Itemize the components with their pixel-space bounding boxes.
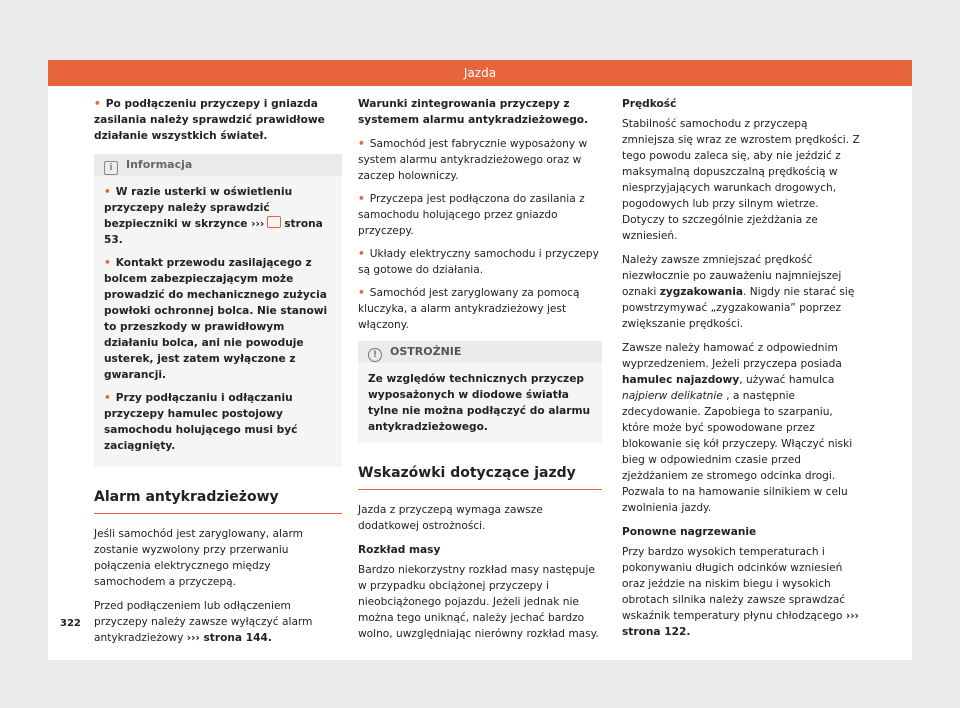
paragraph: Jazda z przyczepą wymaga zawsze dodatkowej ostrożności. [358,504,543,532]
info-box-header [94,154,342,176]
subheading: Prędkość [622,98,677,110]
paragraph-text: , używać hamulca [739,374,835,386]
paragraph-text: Przed podłączeniem lub odłączeniem przyczepy należy zawsze wyłączyć alarm antykradzieżowy [94,600,313,644]
list-item: • Samochód jest fabrycznie wyposażony w system alarmu antykradzieżowego oraz w zaczep holowniczy. [358,136,602,184]
page-link[interactable]: ››› strona 122. [622,610,859,638]
emphasis: hamulec najazdowy [622,374,740,386]
emphasis: zygzakowania [659,286,743,298]
caution-title: OSTROŻNIE [390,345,462,358]
caution-header [358,341,602,363]
info-box-title: Informacja [126,158,193,171]
column-2 [358,96,602,650]
paragraph [622,544,862,640]
subheading: Ponowne nagrzewanie [622,526,757,538]
info-item: • Przy podłączaniu i odłączaniu przyczepy hamulec postojowy samochodu holującego musi być zaciągnięty. [104,390,332,454]
paragraph: Bardzo niekorzystny rozkład masy następuje w przypadku obciążonej przyczepy i nieobciążonego pojazdu. Jeżeli jednak nie można tego uniknąć, należy jechać bardzo wolno, uwzględniając nierówny rozkład masy. [358,564,599,640]
caution-icon: ! [368,348,382,362]
paragraph [94,598,342,646]
subheading: Warunki zintegrowania przyczepy z systemem alarmu antykradzieżowego. [358,98,589,126]
paragraph [622,340,862,516]
info-box-body [94,176,342,467]
page-link[interactable]: strona 53. [104,218,323,246]
info-item [104,184,332,248]
info-item: • Kontakt przewodu zasilającego z bolcem zabezpieczającym może prowadzić do mechanicznego zużycia powłoki ochronnej bolca. Nie stanowi to przeszkody w prawidłowym działaniu bolca, ani nie powoduje usterek, jest zatem wyłączone z gwarancji. [104,255,332,383]
column-1 [94,96,342,654]
info-icon: i [104,161,118,175]
info-item-text: W razie usterki w oświetleniu przyczepy należy sprawdzić bezpieczniki w skrzynce ››› [104,186,293,230]
list-item: • Przyczepa jest podłączona do zasilania z samochodu holującego przez gniazdo przyczepy. [358,191,602,239]
paragraph [622,252,862,332]
paragraph-text: Przy bardzo wysokich temperaturach i pokonywaniu długich odcinków wzniesień oraz jeździe na niskim biegu i wysokich obrotach silnika należy zawsze sprawdzać wskaźnik temperatury płynu chłodzącego [622,546,846,622]
paragraph-text: . Nigdy nie starać się powstrzymywać „zygzakowania” poprzez zwiększanie prędkości. [622,286,855,330]
list-item: • Układy elektryczny samochodu i przyczepy są gotowe do działania. [358,246,602,278]
header-bar [48,60,912,86]
subheading: Rozkład masy [358,544,441,556]
intro-bullet: • Po podłączeniu przyczepy i gniazda zasilania należy sprawdzić prawidłowe działanie wszystkich świateł. [94,96,342,144]
paragraph: Jeśli samochód jest zaryglowany, alarm zostanie wyzwolony przy przerwaniu połączenia elektrycznego między samochodem a przyczepą. [94,528,303,588]
list-item: • Samochód jest zaryglowany za pomocą kluczyka, a alarm antykradzieżowy jest włączony. [358,285,602,333]
info-box [94,154,342,467]
column-3 [622,96,862,648]
emphasis-italic: najpierw delikatnie [622,390,723,402]
page-number: 322 [60,618,81,629]
book-icon [267,216,281,228]
paragraph-text: Należy zawsze zmniejszać prędkość niezwłocznie po zauważeniu najmniejszej oznaki [622,254,842,298]
header-title: Jazda [463,66,497,80]
paragraph-text: Zawsze należy hamować z odpowiednim wyprzedzeniem. Jeżeli przyczepa posiada [622,342,842,370]
caution-text: Ze względów technicznych przyczep wyposażonych w diodowe światła tylne nie można podłączyć do alarmu antykradzieżowego. [358,363,602,443]
paragraph-text: , a następnie zdecydowanie. Zapobiega to szarpaniu, które może być spowodowane przez blokowanie się kół przyczepy. Włączyć niski bieg w odpowiednim czasie przed zjeżdżaniem ze stromego odcinka drogi. Pozwala to na hamowanie silnikiem w celu zwolnienia jazdy. [622,390,853,514]
paragraph: Stabilność samochodu z przyczepą zmniejsza się wraz ze wzrostem prędkości. Z tego powodu zaleca się, aby nie jeździć z maksymalną dopuszczalną prędkością w niesprzyjających warunkach drogowych, pogodowych lub przy silnym wietrze. Dotyczy to szczególnie zjeżdżania ze wzniesień. [622,118,860,242]
section-title-alarm: Alarm antykradzieżowy [94,489,342,514]
caution-box [358,341,602,443]
section-title-driving: Wskazówki dotyczące jazdy [358,465,602,490]
page-link[interactable]: ››› strona 144. [186,632,272,644]
